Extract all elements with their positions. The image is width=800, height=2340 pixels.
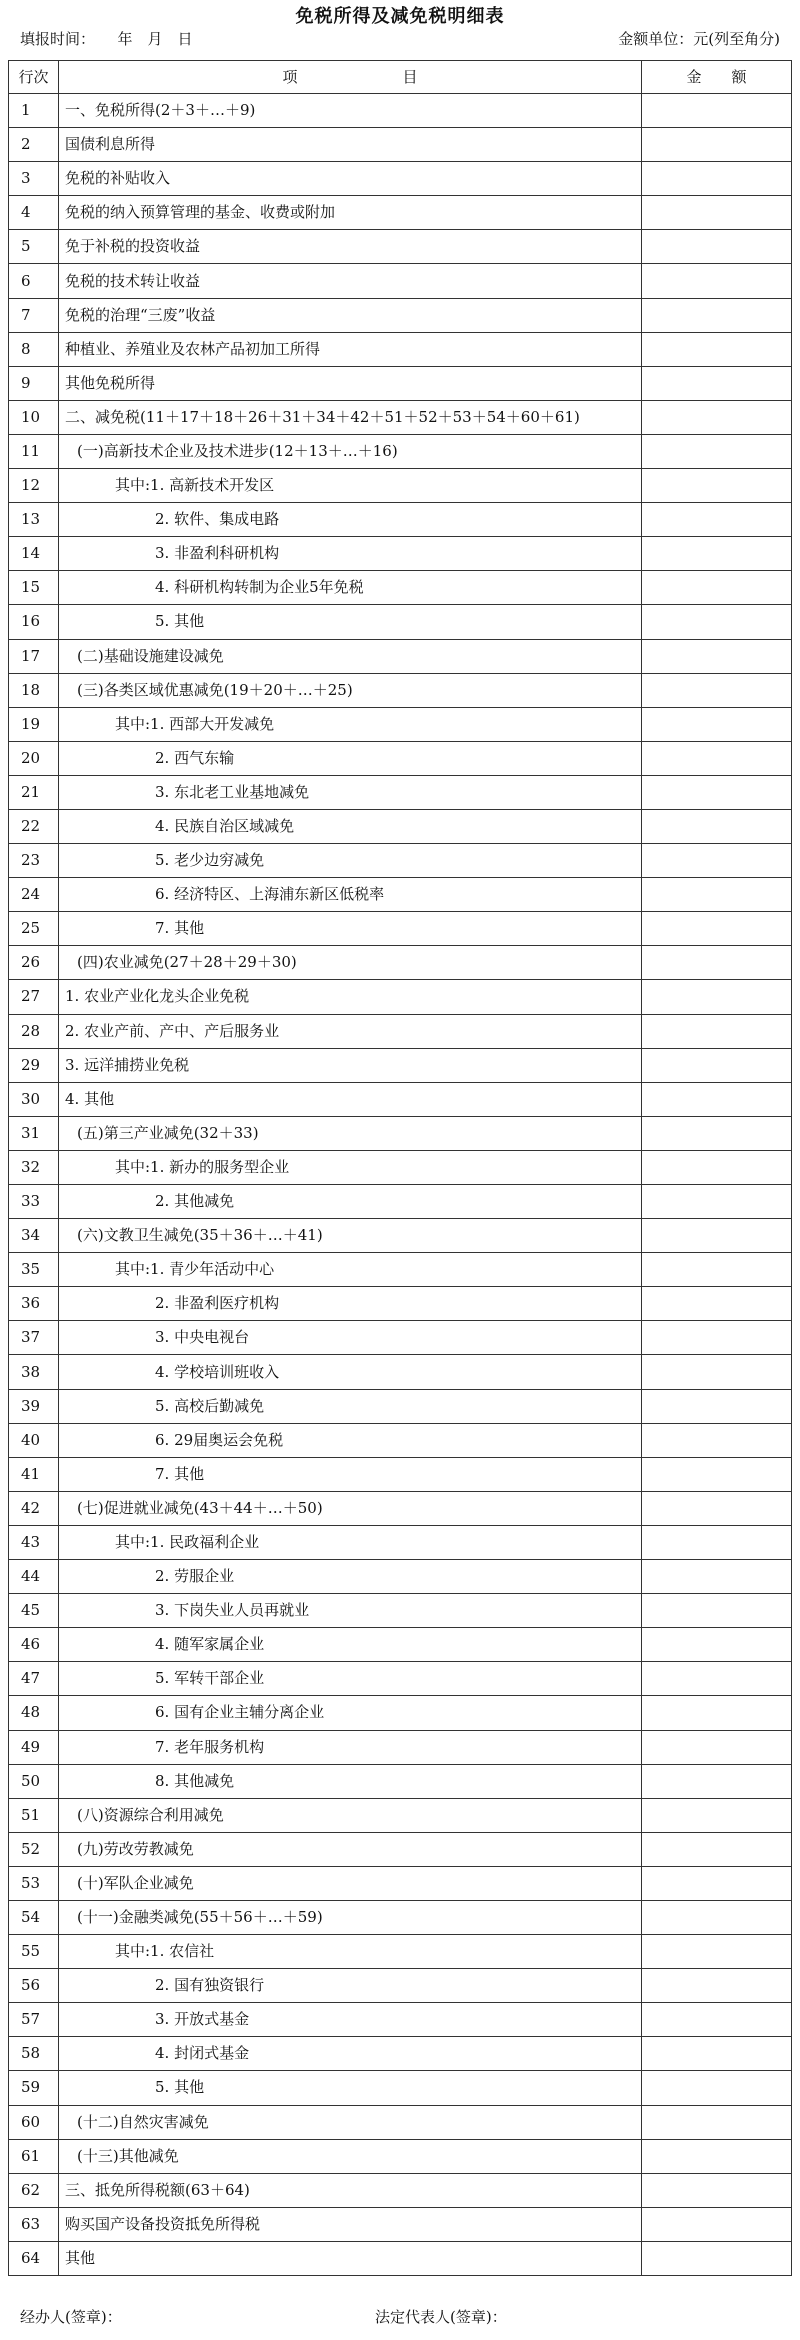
row-item-label: (十三)其他减免 — [59, 2139, 642, 2173]
row-amount-cell[interactable] — [642, 2003, 792, 2037]
row-number: 61 — [9, 2139, 59, 2173]
row-number: 26 — [9, 946, 59, 980]
table-row — [9, 1185, 792, 1219]
row-number: 15 — [9, 571, 59, 605]
table-row — [9, 605, 792, 639]
row-item-label: 2. 其他减免 — [59, 1185, 642, 1219]
row-number: 13 — [9, 503, 59, 537]
row-number: 42 — [9, 1491, 59, 1525]
row-item-label: 4. 学校培训班收入 — [59, 1355, 642, 1389]
table-row — [9, 1116, 792, 1150]
row-item-label: 7. 其他 — [59, 1457, 642, 1491]
table-row — [9, 1764, 792, 1798]
table-row — [9, 1560, 792, 1594]
row-amount-cell[interactable] — [642, 2071, 792, 2105]
row-amount-cell[interactable] — [642, 1355, 792, 1389]
row-amount-cell[interactable] — [642, 605, 792, 639]
row-amount-cell[interactable] — [642, 1730, 792, 1764]
table-row — [9, 775, 792, 809]
row-item-label: (五)第三产业减免(32＋33) — [59, 1116, 642, 1150]
table-row — [9, 1662, 792, 1696]
table-row — [9, 571, 792, 605]
row-item-label: 7. 其他 — [59, 912, 642, 946]
row-item-label: 3. 东北老工业基地减免 — [59, 775, 642, 809]
form-meta — [20, 28, 780, 52]
row-item-label: 三、抵免所得税额(63＋64) — [59, 2173, 642, 2207]
header-row-number: 行次 — [9, 61, 59, 94]
row-amount-cell[interactable] — [642, 741, 792, 775]
row-item-label: 2. 国有独资银行 — [59, 1969, 642, 2003]
row-item-label: 6. 29届奥运会免税 — [59, 1423, 642, 1457]
row-number: 10 — [9, 400, 59, 434]
table-row — [9, 332, 792, 366]
table-row — [9, 878, 792, 912]
table-row — [9, 1900, 792, 1934]
row-amount-cell[interactable] — [642, 1832, 792, 1866]
row-amount-cell[interactable] — [642, 1150, 792, 1184]
table-row — [9, 809, 792, 843]
row-item-label: 2. 农业产前、产中、产后服务业 — [59, 1014, 642, 1048]
table-row — [9, 162, 792, 196]
row-amount-cell[interactable] — [642, 775, 792, 809]
row-item-label: 免税的治理“三废”收益 — [59, 298, 642, 332]
row-item-label: 6. 经济特区、上海浦东新区低税率 — [59, 878, 642, 912]
row-amount-cell[interactable] — [642, 469, 792, 503]
row-item-label: 购买国产设备投资抵免所得税 — [59, 2207, 642, 2241]
row-amount-cell[interactable] — [642, 1662, 792, 1696]
row-number: 48 — [9, 1696, 59, 1730]
row-amount-cell[interactable] — [642, 639, 792, 673]
table-row — [9, 1355, 792, 1389]
row-item-label: (六)文教卫生减免(35＋36＋…＋41) — [59, 1219, 642, 1253]
table-row — [9, 707, 792, 741]
row-number: 59 — [9, 2071, 59, 2105]
row-amount-cell[interactable] — [642, 1457, 792, 1491]
row-amount-cell[interactable] — [642, 264, 792, 298]
table-row — [9, 1321, 792, 1355]
form-footer — [20, 2306, 780, 2330]
row-item-label: 二、减免税(11＋17＋18＋26＋31＋34＋42＋51＋52＋53＋54＋60＋61) — [59, 400, 642, 434]
row-amount-cell[interactable] — [642, 1764, 792, 1798]
row-number: 32 — [9, 1150, 59, 1184]
row-number: 12 — [9, 469, 59, 503]
row-amount-cell[interactable] — [642, 1969, 792, 2003]
row-amount-cell[interactable] — [642, 878, 792, 912]
table-row — [9, 128, 792, 162]
row-amount-cell[interactable] — [642, 162, 792, 196]
row-item-label: 3. 中央电视台 — [59, 1321, 642, 1355]
row-item-label: 7. 老年服务机构 — [59, 1730, 642, 1764]
row-item-label: 8. 其他减免 — [59, 1764, 642, 1798]
row-item-label: (三)各类区域优惠减免(19＋20＋…＋25) — [59, 673, 642, 707]
table-row — [9, 2071, 792, 2105]
row-amount-cell[interactable] — [642, 571, 792, 605]
row-number: 58 — [9, 2037, 59, 2071]
row-number: 14 — [9, 537, 59, 571]
row-number: 3 — [9, 162, 59, 196]
table-row — [9, 1048, 792, 1082]
row-number: 36 — [9, 1287, 59, 1321]
table-row — [9, 1969, 792, 2003]
table-row — [9, 469, 792, 503]
table-row — [9, 1628, 792, 1662]
row-number: 57 — [9, 2003, 59, 2037]
row-item-label: 6. 国有企业主辅分离企业 — [59, 1696, 642, 1730]
table-row — [9, 2003, 792, 2037]
row-number: 11 — [9, 434, 59, 468]
row-amount-cell[interactable] — [642, 1048, 792, 1082]
row-item-label: 一、免税所得(2＋3＋…＋9) — [59, 94, 642, 128]
row-number: 6 — [9, 264, 59, 298]
table-row — [9, 1423, 792, 1457]
row-number: 51 — [9, 1798, 59, 1832]
row-amount-cell[interactable] — [642, 332, 792, 366]
row-amount-cell[interactable] — [642, 1389, 792, 1423]
row-number: 17 — [9, 639, 59, 673]
row-item-label: 2. 劳服企业 — [59, 1560, 642, 1594]
row-amount-cell[interactable] — [642, 94, 792, 128]
row-item-label: 4. 封闭式基金 — [59, 2037, 642, 2071]
table-row — [9, 1832, 792, 1866]
row-number: 41 — [9, 1457, 59, 1491]
row-item-label: 其中:1. 农信社 — [59, 1935, 642, 1969]
row-number: 18 — [9, 673, 59, 707]
table-body — [9, 94, 792, 2276]
row-number: 56 — [9, 1969, 59, 2003]
row-item-label: 免于补税的投资收益 — [59, 230, 642, 264]
row-number: 27 — [9, 980, 59, 1014]
row-number: 5 — [9, 230, 59, 264]
row-number: 40 — [9, 1423, 59, 1457]
row-item-label: (十二)自然灾害减免 — [59, 2105, 642, 2139]
row-amount-cell[interactable] — [642, 980, 792, 1014]
row-item-label: (七)促进就业减免(43＋44＋…＋50) — [59, 1491, 642, 1525]
table-row — [9, 639, 792, 673]
table-row — [9, 1457, 792, 1491]
row-number: 2 — [9, 128, 59, 162]
row-item-label: 其中:1. 西部大开发减免 — [59, 707, 642, 741]
row-item-label: 4. 其他 — [59, 1082, 642, 1116]
row-number: 9 — [9, 366, 59, 400]
row-number: 64 — [9, 2241, 59, 2275]
row-amount-cell[interactable] — [642, 2207, 792, 2241]
table-row — [9, 1287, 792, 1321]
table-row — [9, 537, 792, 571]
row-amount-cell[interactable] — [642, 1219, 792, 1253]
row-number: 39 — [9, 1389, 59, 1423]
row-number: 7 — [9, 298, 59, 332]
table-row — [9, 2241, 792, 2275]
row-number: 43 — [9, 1525, 59, 1559]
table-row — [9, 2037, 792, 2071]
row-item-label: 4. 科研机构转制为企业5年免税 — [59, 571, 642, 605]
row-item-label: 免税的纳入预算管理的基金、收费或附加 — [59, 196, 642, 230]
row-number: 37 — [9, 1321, 59, 1355]
table-row — [9, 196, 792, 230]
row-amount-cell[interactable] — [642, 1116, 792, 1150]
row-number: 44 — [9, 1560, 59, 1594]
row-amount-cell[interactable] — [642, 298, 792, 332]
row-number: 52 — [9, 1832, 59, 1866]
row-amount-cell[interactable] — [642, 2037, 792, 2071]
row-number: 25 — [9, 912, 59, 946]
row-item-label: 其他免税所得 — [59, 366, 642, 400]
row-amount-cell[interactable] — [642, 844, 792, 878]
row-amount-cell[interactable] — [642, 1900, 792, 1934]
header-item: 项 目 — [59, 61, 642, 94]
row-amount-cell[interactable] — [642, 1014, 792, 1048]
row-item-label: 2. 非盈利医疗机构 — [59, 1287, 642, 1321]
row-item-label: 国债利息所得 — [59, 128, 642, 162]
row-item-label: 5. 其他 — [59, 2071, 642, 2105]
row-amount-cell[interactable] — [642, 2241, 792, 2275]
row-item-label: 5. 其他 — [59, 605, 642, 639]
row-number: 21 — [9, 775, 59, 809]
row-number: 28 — [9, 1014, 59, 1048]
row-number: 24 — [9, 878, 59, 912]
form-title: 免税所得及减免税明细表 — [295, 6, 505, 27]
row-amount-cell[interactable] — [642, 1082, 792, 1116]
row-amount-cell[interactable] — [642, 2105, 792, 2139]
row-number: 35 — [9, 1253, 59, 1287]
row-amount-cell[interactable] — [642, 1798, 792, 1832]
table-row — [9, 1014, 792, 1048]
row-item-label: 其中:1. 青少年活动中心 — [59, 1253, 642, 1287]
row-amount-cell[interactable] — [642, 1866, 792, 1900]
table-row — [9, 1253, 792, 1287]
table-row — [9, 1525, 792, 1559]
row-amount-cell[interactable] — [642, 673, 792, 707]
row-number: 53 — [9, 1866, 59, 1900]
row-number: 16 — [9, 605, 59, 639]
row-item-label: 其他 — [59, 2241, 642, 2275]
row-item-label: 其中:1. 高新技术开发区 — [59, 469, 642, 503]
row-item-label: (八)资源综合利用减免 — [59, 1798, 642, 1832]
table-row — [9, 1594, 792, 1628]
legal-rep-signature-label: 法定代表人(签章)： — [375, 2308, 507, 2326]
table-row — [9, 1389, 792, 1423]
row-item-label: 其中:1. 新办的服务型企业 — [59, 1150, 642, 1184]
row-amount-cell[interactable] — [642, 1253, 792, 1287]
row-item-label: 其中:1. 民政福利企业 — [59, 1525, 642, 1559]
row-item-label: (十)军队企业减免 — [59, 1866, 642, 1900]
row-number: 54 — [9, 1900, 59, 1934]
table-row — [9, 1491, 792, 1525]
row-amount-cell[interactable] — [642, 1491, 792, 1525]
row-item-label: 3. 远洋捕捞业免税 — [59, 1048, 642, 1082]
table-row — [9, 366, 792, 400]
row-number: 49 — [9, 1730, 59, 1764]
handler-signature-label: 经办人(签章)： — [20, 2308, 122, 2326]
row-amount-cell[interactable] — [642, 128, 792, 162]
row-item-label: 1. 农业产业化龙头企业免税 — [59, 980, 642, 1014]
table-row — [9, 503, 792, 537]
row-amount-cell[interactable] — [642, 809, 792, 843]
table-row — [9, 980, 792, 1014]
table-row — [9, 94, 792, 128]
row-number: 47 — [9, 1662, 59, 1696]
row-item-label: 5. 高校后勤减免 — [59, 1389, 642, 1423]
table-row — [9, 673, 792, 707]
row-item-label: (四)农业减免(27＋28＋29＋30) — [59, 946, 642, 980]
row-item-label: (二)基础设施建设减免 — [59, 639, 642, 673]
row-item-label: 2. 软件、集成电路 — [59, 503, 642, 537]
header-amount: 金 额 — [642, 61, 792, 94]
row-item-label: 5. 老少边穷减免 — [59, 844, 642, 878]
table-row — [9, 912, 792, 946]
table-row — [9, 1730, 792, 1764]
row-number: 38 — [9, 1355, 59, 1389]
row-item-label: 种植业、养殖业及农林产品初加工所得 — [59, 332, 642, 366]
row-number: 62 — [9, 2173, 59, 2207]
detail-table — [8, 60, 792, 2276]
row-amount-cell[interactable] — [642, 946, 792, 980]
row-number: 31 — [9, 1116, 59, 1150]
row-amount-cell[interactable] — [642, 1423, 792, 1457]
row-item-label: (十一)金融类减免(55＋56＋…＋59) — [59, 1900, 642, 1934]
unit-label: 金额单位：元(列至角分) — [618, 30, 780, 48]
row-number: 50 — [9, 1764, 59, 1798]
row-amount-cell[interactable] — [642, 912, 792, 946]
table-row — [9, 230, 792, 264]
row-number: 8 — [9, 332, 59, 366]
row-amount-cell[interactable] — [642, 707, 792, 741]
row-amount-cell[interactable] — [642, 537, 792, 571]
table-row — [9, 2207, 792, 2241]
row-item-label: 3. 下岗失业人员再就业 — [59, 1594, 642, 1628]
table-row — [9, 946, 792, 980]
table-row — [9, 741, 792, 775]
row-item-label: 3. 非盈利科研机构 — [59, 537, 642, 571]
row-number: 30 — [9, 1082, 59, 1116]
table-row — [9, 400, 792, 434]
row-item-label: (一)高新技术企业及技术进步(12＋13＋…＋16) — [59, 434, 642, 468]
row-number: 29 — [9, 1048, 59, 1082]
table-row — [9, 1798, 792, 1832]
row-amount-cell[interactable] — [642, 1628, 792, 1662]
table-row — [9, 2139, 792, 2173]
row-amount-cell[interactable] — [642, 366, 792, 400]
row-amount-cell[interactable] — [642, 1321, 792, 1355]
row-item-label: (九)劳改劳教减免 — [59, 1832, 642, 1866]
row-number: 20 — [9, 741, 59, 775]
row-item-label: 4. 民族自治区域减免 — [59, 809, 642, 843]
row-amount-cell[interactable] — [642, 2173, 792, 2207]
row-amount-cell[interactable] — [642, 434, 792, 468]
row-number: 34 — [9, 1219, 59, 1253]
row-amount-cell[interactable] — [642, 1560, 792, 1594]
fill-date-label: 填报时间： 年 月 日 — [20, 30, 193, 48]
row-amount-cell[interactable] — [642, 1935, 792, 1969]
row-number: 63 — [9, 2207, 59, 2241]
row-number: 33 — [9, 1185, 59, 1219]
table-row — [9, 1696, 792, 1730]
header-row — [9, 61, 792, 94]
row-amount-cell[interactable] — [642, 230, 792, 264]
table-row — [9, 434, 792, 468]
row-amount-cell[interactable] — [642, 1525, 792, 1559]
row-number: 4 — [9, 196, 59, 230]
table-row — [9, 1150, 792, 1184]
row-amount-cell[interactable] — [642, 1696, 792, 1730]
row-item-label: 4. 随军家属企业 — [59, 1628, 642, 1662]
table-row — [9, 264, 792, 298]
row-item-label: 5. 军转干部企业 — [59, 1662, 642, 1696]
row-amount-cell[interactable] — [642, 1287, 792, 1321]
table-row — [9, 2105, 792, 2139]
row-number: 1 — [9, 94, 59, 128]
table-row — [9, 844, 792, 878]
table-row — [9, 1866, 792, 1900]
row-amount-cell[interactable] — [642, 400, 792, 434]
row-item-label: 2. 西气东输 — [59, 741, 642, 775]
row-item-label: 免税的补贴收入 — [59, 162, 642, 196]
row-number: 45 — [9, 1594, 59, 1628]
row-number: 46 — [9, 1628, 59, 1662]
row-amount-cell[interactable] — [642, 503, 792, 537]
row-number: 23 — [9, 844, 59, 878]
row-amount-cell[interactable] — [642, 1185, 792, 1219]
row-number: 55 — [9, 1935, 59, 1969]
row-amount-cell[interactable] — [642, 2139, 792, 2173]
table-row — [9, 1935, 792, 1969]
row-item-label: 免税的技术转让收益 — [59, 264, 642, 298]
table-row — [9, 1082, 792, 1116]
row-amount-cell[interactable] — [642, 196, 792, 230]
row-amount-cell[interactable] — [642, 1594, 792, 1628]
table-row — [9, 2173, 792, 2207]
row-item-label: 3. 开放式基金 — [59, 2003, 642, 2037]
row-number: 60 — [9, 2105, 59, 2139]
row-number: 19 — [9, 707, 59, 741]
table-row — [9, 298, 792, 332]
row-number: 22 — [9, 809, 59, 843]
table-row — [9, 1219, 792, 1253]
